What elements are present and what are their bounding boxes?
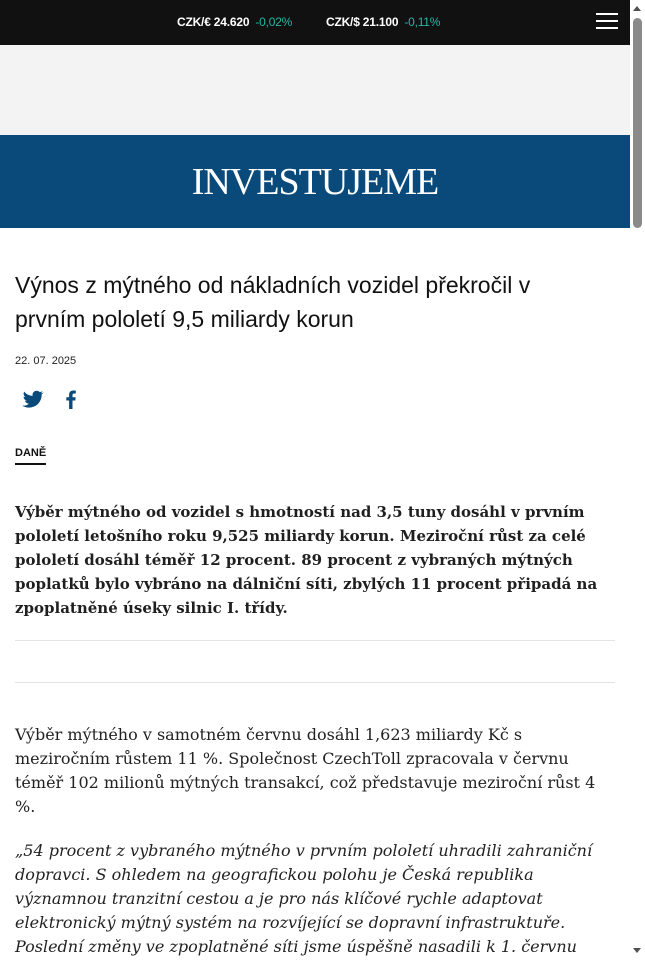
article-paragraph: Výběr mýtného v samotném červnu dosáhl 1,623 miliardy Kč s meziročním růstem 11 %. Společnost CzechToll zpracovala v červnu téměř 102 milionů mýtných transakcí, což představuje meziroční růst 4 %. bbox=[15, 725, 596, 816]
twitter-icon[interactable] bbox=[21, 387, 45, 411]
facebook-icon[interactable] bbox=[59, 387, 83, 411]
top-bar bbox=[0, 0, 630, 45]
hamburger-icon[interactable] bbox=[596, 13, 618, 31]
rate-usd-change: -0,11% bbox=[404, 15, 441, 29]
rate-usd bbox=[326, 15, 440, 29]
article-quote: „54 procent z vybraného mýtného v prvním pololetí uhradili zahraniční dopravci. S ohledem na geografickou polohu je Česká republika významnou tranzitní cestou a je pro nás klíčové rychle adaptovat elektronický mýtný systém na rozvíjející se dopravní infrastruktuře. Poslední změny ve zpoplatněné síti jsme úspěšně nasadili k 1. červnu bbox=[15, 841, 593, 956]
rate-eur-change: -0,02% bbox=[255, 15, 293, 29]
rate-eur bbox=[177, 15, 292, 29]
divider bbox=[15, 640, 615, 641]
article-lead: Výběr mýtného od vozidel s hmotností nad 3,5 tuny dosáhl v prvním pololetí letošního roku 9,525 miliardy korun. Meziroční růst za celé pololetí dosáhl téměř 12 procent. 89 procent z vybraných mýtných poplatků bylo vybráno na dálniční síti, zbylých 11 procent připadá na zpoplatněné úseky silnic I. třídy. bbox=[15, 503, 598, 617]
rate-eur-label: CZK/€ 24.620 bbox=[177, 15, 250, 29]
site-logo[interactable]: INVESTUJEME bbox=[191, 161, 439, 203]
divider bbox=[15, 682, 615, 683]
rate-usd-label: CZK/$ 21.100 bbox=[326, 15, 399, 29]
category-tag[interactable]: DANĚ bbox=[15, 447, 46, 465]
scrollbar-thumb[interactable] bbox=[633, 18, 642, 228]
scroll-down-icon[interactable] bbox=[633, 948, 641, 953]
article-title: Výnos z mýtného od nákladních vozidel překročil v prvním pololetí 9,5 miliardy korun bbox=[15, 272, 531, 332]
scroll-up-icon[interactable] bbox=[633, 6, 641, 11]
ad-placeholder bbox=[0, 45, 630, 135]
article-date: 22. 07. 2025 bbox=[15, 355, 77, 367]
brand-banner bbox=[0, 135, 630, 228]
